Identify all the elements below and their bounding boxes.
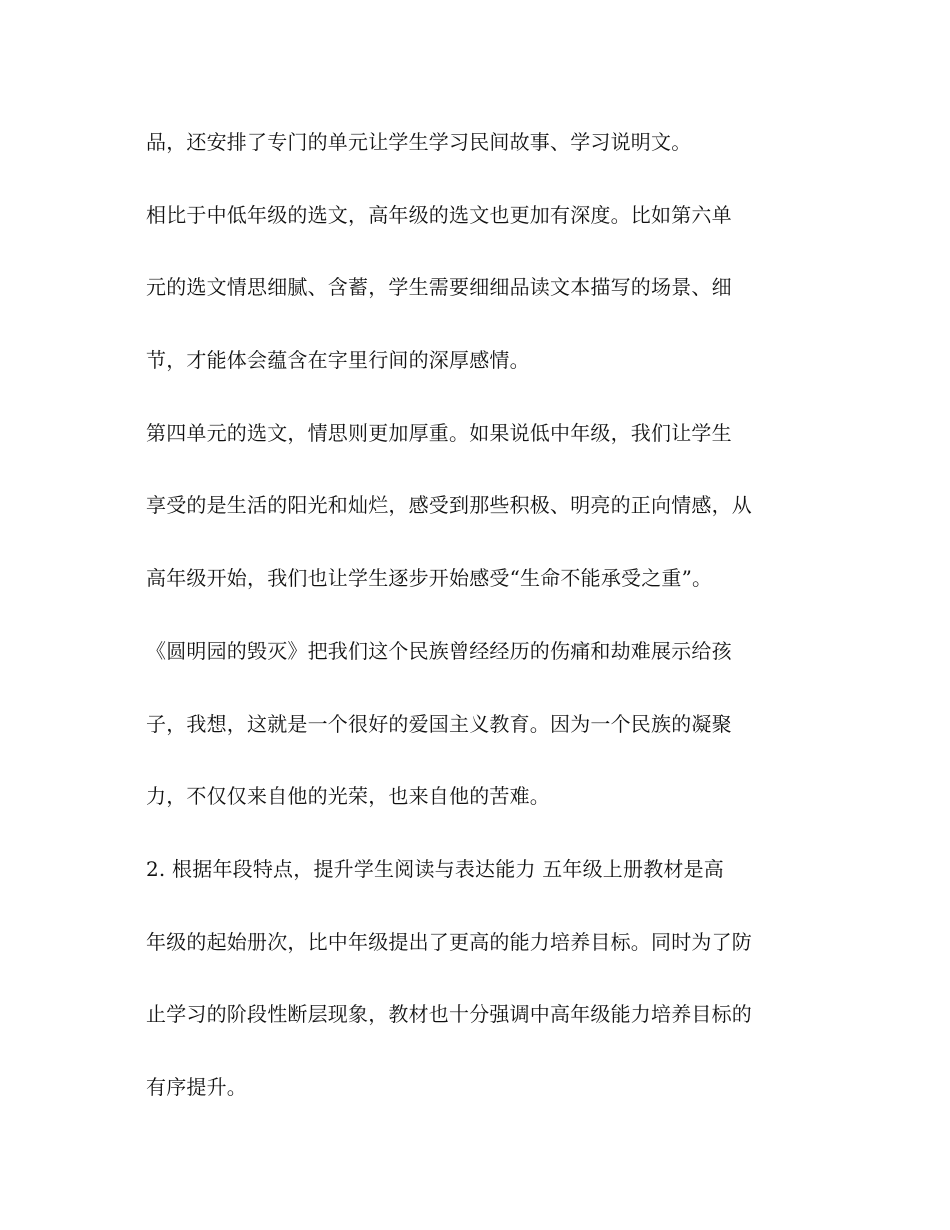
text-line: 第四单元的选文，情思则更加厚重。如果说低中年级，我们让学生	[146, 420, 732, 445]
text-line: 品，还安排了专门的单元让学生学习民间故事、学习说明文。	[146, 130, 692, 154]
text-line: 2. 根据年段特点，提升学生阅读与表达能力 五年级上册教材是高	[146, 856, 724, 881]
text-line: 有序提升。	[146, 1074, 247, 1099]
text-line: 年级的起始册次，比中年级提出了更高的能力培养目标。同时为了防	[146, 929, 752, 954]
text-line: 高年级开始，我们也让学生逐步开始感受“生命不能承受之重”。	[146, 566, 713, 591]
text-line: 元的选文情思细腻、含蓄，学生需要细细品读文本描写的场景、细	[146, 275, 732, 300]
text-line: 子，我想，这就是一个很好的爱国主义教育。因为一个民族的凝聚	[146, 711, 732, 736]
text-line: 相比于中低年级的选文，高年级的选文也更加有深度。比如第六单	[146, 202, 732, 227]
text-line: 止学习的阶段性断层现象，教材也十分强调中高年级能力培养目标的	[146, 1002, 752, 1027]
text-line: 享受的是生活的阳光和灿烂，感受到那些积极、明亮的正向情感，从	[146, 493, 752, 518]
text-line: 《圆明园的毁灭》把我们这个民族曾经经历的伤痛和劫难展示给孩	[146, 638, 732, 663]
text-line: 节，才能体会蕴含在字里行间的深厚感情。	[146, 348, 530, 373]
text-line: 力，不仅仅来自他的光荣，也来自他的苦难。	[146, 784, 550, 809]
body-text	[146, 118, 816, 1136]
